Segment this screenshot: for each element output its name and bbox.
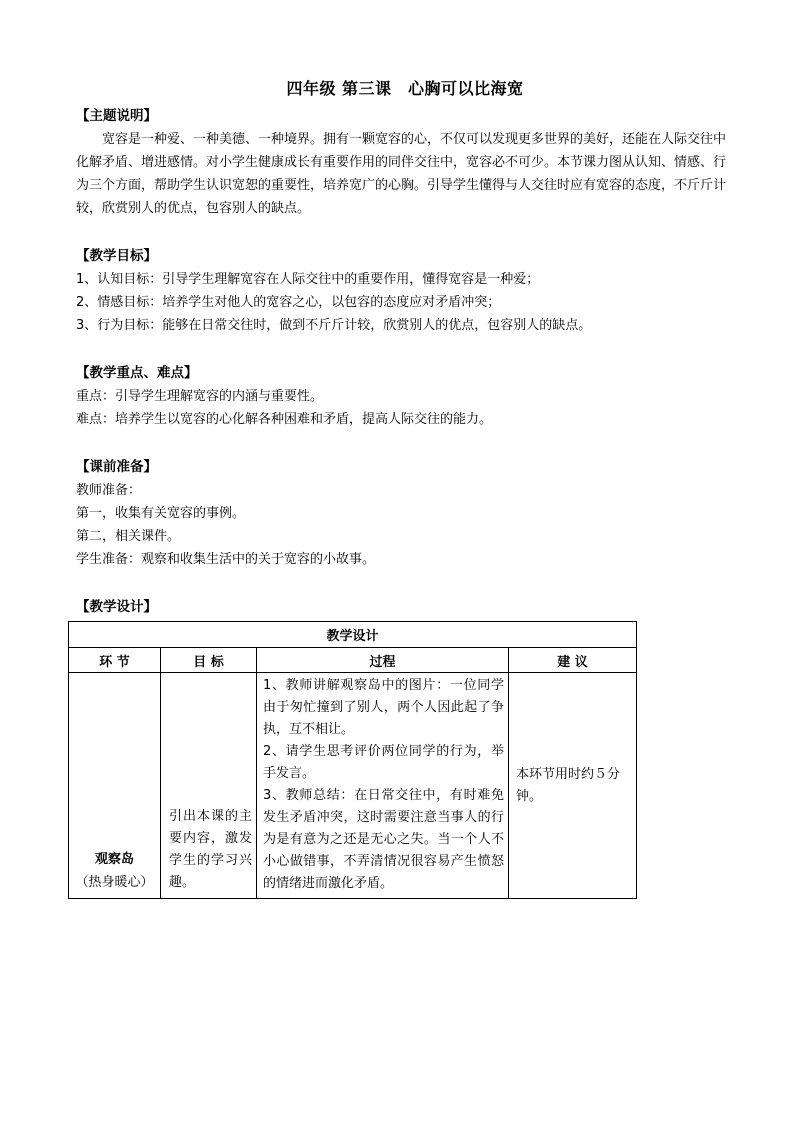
theme-heading: 【主题说明】 <box>76 108 157 124</box>
preparation-item: 第二，相关课件。 <box>76 529 181 544</box>
env-subtitle: （热身暖心） <box>75 875 154 890</box>
preparation-item: 教师准备： <box>76 483 142 498</box>
page-title: 四年级 第三课 心胸可以比海宽 <box>286 79 524 98</box>
column-header-suggestion: 建 议 <box>509 648 637 673</box>
objectives-section <box>76 246 726 337</box>
process-step: 1、教师讲解观察岛中的图片：一位同学由于匆忙撞到了别人，两个人因此起了争执，互不相让。 <box>263 678 504 737</box>
objective-item: 3、行为目标：能够在日常交往时，做到不斤斤计较，欣赏别人的优点，包容别人的缺点。 <box>76 318 592 333</box>
theme-text: 宽容是一种爱、一种美德、一种境界。拥有一颗宽容的心，不仅可以发现更多世界的美好，还能在人际交往中化解矛盾、增进感情。对小学生健康成长有重要作用的同伴交往中，宽容必不可少。本节课力图从认知、情感、行为三个方面，帮助学生认识宽恕的重要性，培养宽广的心胸。引导学生懂得与人交往时应有宽容的态度，不斤斤计较，欣赏别人的优点，包容别人的缺点。 <box>76 132 727 216</box>
table-row <box>69 673 637 899</box>
preparation-section <box>76 457 726 571</box>
process-step: 2、请学生思考评价两位同学的行为，举手发言。 <box>263 744 504 781</box>
process-cell <box>257 673 509 899</box>
preparation-heading: 【课前准备】 <box>76 459 157 475</box>
env-cell <box>69 673 161 899</box>
column-header-process: 过程 <box>257 648 509 673</box>
column-header-goal: 目 标 <box>161 648 257 673</box>
design-table <box>68 621 637 899</box>
theme-section <box>76 106 726 220</box>
env-name: 观察岛 <box>94 852 134 867</box>
suggestion-cell: 本环节用时约５分钟。 <box>509 673 637 899</box>
preparation-item: 学生准备：观察和收集生活中的关于宽容的小故事。 <box>76 552 376 567</box>
keypoints-heading: 【教学重点、难点】 <box>76 365 198 381</box>
keypoint-item: 难点：培养学生以宽容的心化解各种困难和矛盾，提高人际交往的能力。 <box>76 412 493 427</box>
preparation-item: 第一，收集有关宽容的事例。 <box>76 506 246 521</box>
keypoint-item: 重点：引导学生理解宽容的内涵与重要性。 <box>76 389 324 404</box>
keypoints-section <box>76 363 726 431</box>
table-caption: 教学设计 <box>69 622 637 648</box>
objective-item: 1、认知目标：引导学生理解宽容在人际交往中的重要作用，懂得宽容是一种爱； <box>76 272 540 287</box>
design-section <box>76 597 726 617</box>
objective-item: 2、情感目标：培养学生对他人的宽容之心，以包容的态度应对矛盾冲突； <box>76 295 501 310</box>
design-heading: 【教学设计】 <box>76 599 157 615</box>
column-header-env: 环 节 <box>69 648 161 673</box>
goal-cell: 引出本课的主要内容，激发学生的学习兴趣。 <box>161 673 257 899</box>
objectives-heading: 【教学目标】 <box>76 248 157 264</box>
process-step: 3、教师总结：在日常交往中，有时难免发生矛盾冲突，这时需要注意当事人的行为是有意为之还是无心之失。当一个人不小心做错事，不弄清情况很容易产生愤怒的情绪进而激化矛盾。 <box>263 788 504 891</box>
